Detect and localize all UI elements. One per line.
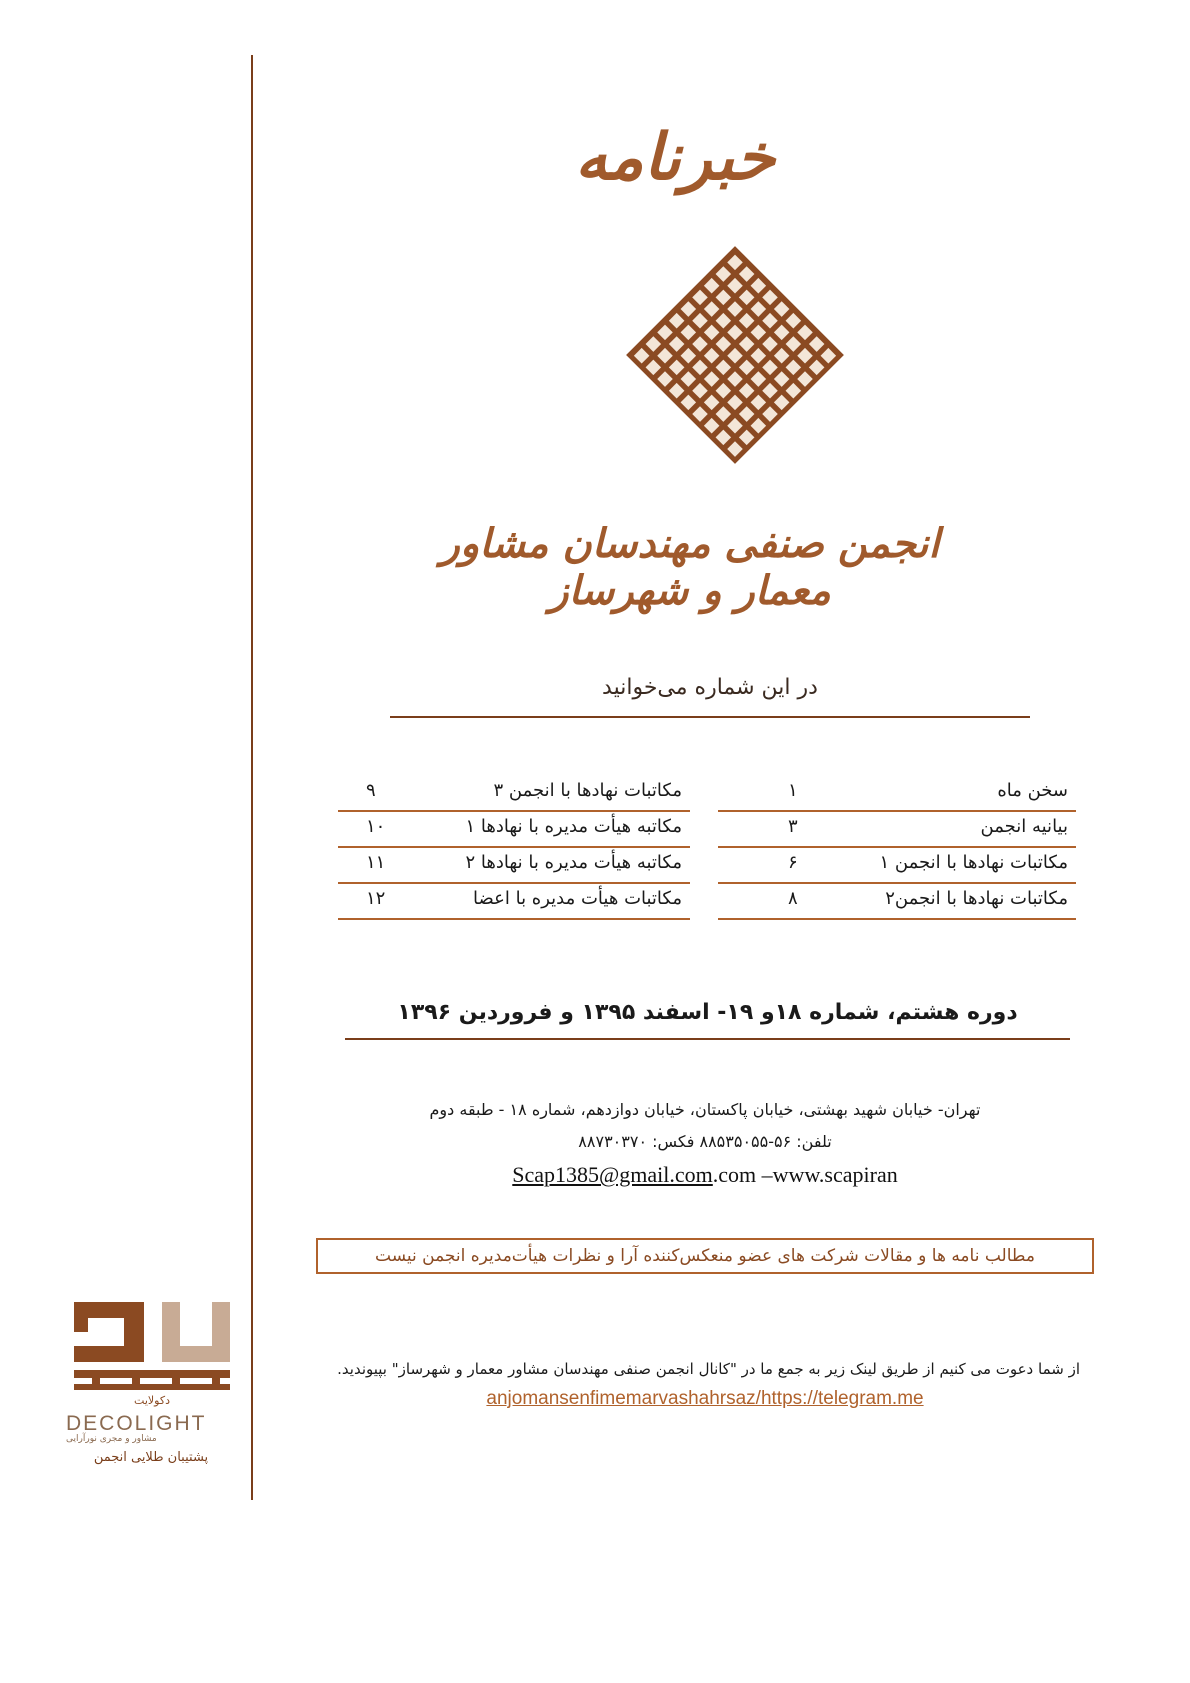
toc-item-title: مکاتبات نهادها با انجمن ۱ — [879, 852, 1068, 873]
invitation-text: از شما دعوت می کنیم از طریق لینک زیر به جمع ما در "کانال انجمن صنفی مهندسان مشاور معمار و شهرساز" بپیوندید. — [337, 1360, 1080, 1378]
contact-address: تهران- خیابان شهید بهشتی، خیابان پاکستان، خیابان دوازدهم، شماره ۱۸ - طبقه دوم — [429, 1100, 981, 1119]
toc-item-page: ۱ — [788, 780, 798, 801]
toc-item-title: مکاتبات نهادها با انجمن۲ — [885, 888, 1068, 909]
toc-item — [718, 812, 1076, 848]
toc-item-page: ۳ — [788, 816, 798, 837]
toc-item-page: ۱۱ — [366, 852, 386, 873]
issue-info-rule — [345, 1038, 1070, 1040]
contact-phone: تلفن: ۵۶-۸۸۵۳۵۰۵۵ فکس: ۸۸۷۳۰۳۷۰ — [578, 1132, 832, 1151]
contact-web-line — [340, 1162, 1070, 1188]
toc-item-title: مکاتبه هیأت مدیره با نهادها ۲ — [465, 852, 682, 873]
sponsor-subtitle: مشاور و مجری نورآرایی — [66, 1434, 157, 1444]
toc-item — [718, 776, 1076, 812]
masthead-title: خبرنامه — [574, 120, 776, 195]
toc-item — [338, 812, 690, 848]
contents-left-column — [338, 776, 690, 920]
sponsor-caption: پشتیبان طلایی انجمن — [93, 1450, 209, 1465]
toc-item — [718, 884, 1076, 920]
toc-item-page: ۱۰ — [366, 816, 386, 837]
lattice-emblem-icon — [620, 240, 850, 470]
email-link[interactable]: Scap1385@gmail.com — [512, 1162, 713, 1187]
toc-item-title: مکاتبه هیأت مدیره با نهادها ۱ — [465, 816, 682, 837]
toc-item-page: ۱۲ — [366, 888, 386, 909]
toc-item — [338, 776, 690, 812]
toc-item-title: سخن ماه — [997, 780, 1068, 801]
toc-item-title: بیانیه انجمن — [980, 816, 1068, 837]
contents-heading-rule — [390, 716, 1030, 718]
decolight-logo-icon — [72, 1300, 232, 1410]
toc-item-page: ۶ — [788, 852, 798, 873]
toc-item-title: مکاتبات نهادها با انجمن ۳ — [493, 780, 682, 801]
vertical-divider-line — [251, 55, 253, 1500]
toc-item-page: ۹ — [366, 780, 376, 801]
telegram-link[interactable]: anjomansenfimemarvashahrsaz/https://telegram.me — [486, 1388, 924, 1409]
sponsor-block — [66, 1300, 236, 1465]
sponsor-brand: DECOLIGHT — [66, 1412, 207, 1435]
contents-heading: در این شماره می‌خوانید — [602, 675, 818, 700]
toc-item-page: ۸ — [788, 888, 798, 909]
issue-info: دوره هشتم، شماره ۱۸و ۱۹- اسفند ۱۳۹۵ و فروردین ۱۳۹۶ — [397, 1000, 1018, 1025]
disclaimer-box: مطالب نامه ها و مقالات شرکت های عضو منعکس‌کننده آرا و نظرات هیأت‌مدیره انجمن نیست — [316, 1238, 1094, 1274]
toc-item — [338, 884, 690, 920]
toc-item-title: مکاتبات هیأت مدیره با اعضا — [473, 888, 682, 909]
organization-name: انجمن صنفی مهندسان مشاور معمار و شهرساز — [440, 520, 940, 614]
website-text[interactable]: .com –www.scapiran — [712, 1162, 898, 1187]
toc-item — [718, 848, 1076, 884]
sponsor-mark-text: دکولایت — [134, 1394, 170, 1407]
toc-item — [338, 848, 690, 884]
contents-right-column — [718, 776, 1076, 920]
